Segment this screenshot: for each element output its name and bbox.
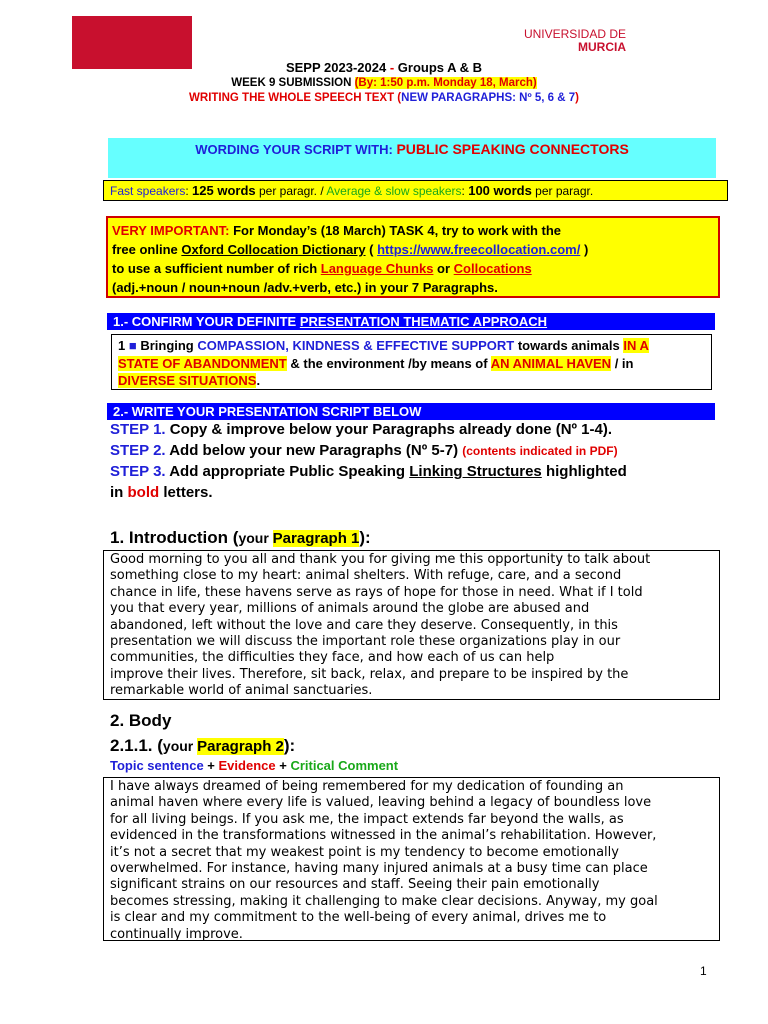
- important-box: VERY IMPORTANT: For Monday’s (18 March) TASK 4, try to work with the free online Oxford Collocation Dictionary ( https://www.freecollocation.com/ ) to use a sufficient number of rich Language Chunks or Collocations (adj.+noun / noun+noun /adv.+verb, etc.) in your 7 Paragraphs.: [106, 216, 720, 298]
- deadline: (By: 1:50 p.m. Monday 18, March): [354, 77, 537, 89]
- intro-heading: 1. Introduction (your Paragraph 1):: [110, 528, 371, 547]
- step-3-cont: in bold letters.: [110, 484, 213, 501]
- structure-legend: Topic sentence + Evidence + Critical Comment: [110, 758, 399, 773]
- paragraph-line: something close to my heart: animal shelters. With refuge, care, and a second: [110, 568, 622, 584]
- paragraph-line: improve their lives. Therefore, sit back, relax, and prepare to be inspired by the: [110, 666, 629, 682]
- speakers-box: Fast speakers: 125 words per paragr. / Average & slow speakers: 100 words per paragr.: [103, 180, 728, 201]
- page-number: 1: [700, 964, 707, 978]
- paragraph-line: chance in life, these havens serve as rays of hope for those in need. What if I told: [110, 584, 643, 600]
- paragraph-line: overwhelmed. For instance, having many injured animals at a busy time can place: [110, 861, 648, 877]
- section1-bar: 1.- CONFIRM YOUR DEFINITE PRESENTATION THEMATIC APPROACH: [107, 313, 715, 330]
- wording-banner: WORDING YOUR SCRIPT WITH: PUBLIC SPEAKING CONNECTORS: [108, 138, 716, 178]
- collocation-link[interactable]: https://www.freecollocation.com/: [377, 242, 581, 257]
- paragraph-line: it’s not a secret that my weakest point is my tendency to become emotionally: [110, 844, 619, 860]
- paragraph-line: significant strains on our resources and staff. Seeing their pain emotionally: [110, 877, 600, 893]
- paragraph-line: you that every year, millions of animals around the globe are abused and: [110, 601, 590, 617]
- writing-line: WRITING THE WHOLE SPEECH TEXT (NEW PARAGRAPHS: Nº 5, 6 & 7): [189, 92, 579, 104]
- week-submission: WEEK 9 SUBMISSION (By: 1:50 p.m. Monday 18, March): [231, 77, 537, 89]
- university-line1: UNIVERSIDAD DE: [523, 27, 626, 41]
- section2-bar: 2.- WRITE YOUR PRESENTATION SCRIPT BELOW: [107, 403, 715, 420]
- course-title: SEPP 2023-2024 - Groups A & B: [285, 60, 483, 75]
- body-heading: 2. Body: [110, 711, 172, 730]
- paragraph2-heading: 2.1.1. (your Paragraph 2):: [110, 736, 296, 755]
- approach-box: 1 ■ Bringing COMPASSION, KINDNESS & EFFECTIVE SUPPORT towards animals IN A STATE OF ABANDONMENT & the environment /by means of AN ANIMAL HAVEN / in DIVERSE SITUATIONS.: [111, 334, 712, 390]
- paragraph-line: for all living beings. If you ask me, the impact extends far beyond the walls, as: [110, 811, 624, 827]
- step-1: STEP 1. Copy & improve below your Paragraphs already done (Nº 1-4).: [110, 421, 613, 438]
- paragraph-line: remarkable world of animal sanctuaries.: [110, 683, 373, 699]
- square-bullet-icon: ■: [128, 338, 137, 353]
- intro-paragraph: [103, 550, 720, 700]
- paragraph-line: evidenced in the transformations witnessed in the animal’s rehabilitation. However,: [110, 828, 657, 844]
- paragraph-line: continually improve.: [110, 926, 243, 942]
- paragraph-line: Good morning to you all and thank you for giving me this opportunity to talk about: [110, 552, 651, 567]
- university-line2: MURCIA: [578, 40, 626, 54]
- paragraph-line: I have always dreamed of being remembered for my dedication of founding an: [110, 779, 624, 794]
- university-name: [470, 28, 626, 54]
- paragraph2-text: [103, 777, 720, 941]
- paragraph-line: becomes stressing, making it challenging to make clear decisions. Anyway, my goal: [110, 893, 658, 909]
- paragraph-line: animal haven where every life is valued, leaving behind a legacy of boundless love: [110, 795, 652, 811]
- paragraph-line: abandoned, left without the love and care they deserve. Consequently, in this: [110, 617, 618, 633]
- step-2: STEP 2. Add below your new Paragraphs (Nº 5-7) (contents indicated in PDF): [110, 442, 618, 459]
- paragraph-line: communities, the difficulties they face, and how each of us can help: [110, 650, 555, 666]
- step-3: STEP 3. Add appropriate Public Speaking Linking Structures highlighted: [110, 463, 627, 480]
- paragraph-line: is clear and my commitment to the well-being of every animal, drives me to: [110, 910, 607, 926]
- paragraph-line: presentation we will discuss the important role these organizations play in our: [110, 634, 621, 650]
